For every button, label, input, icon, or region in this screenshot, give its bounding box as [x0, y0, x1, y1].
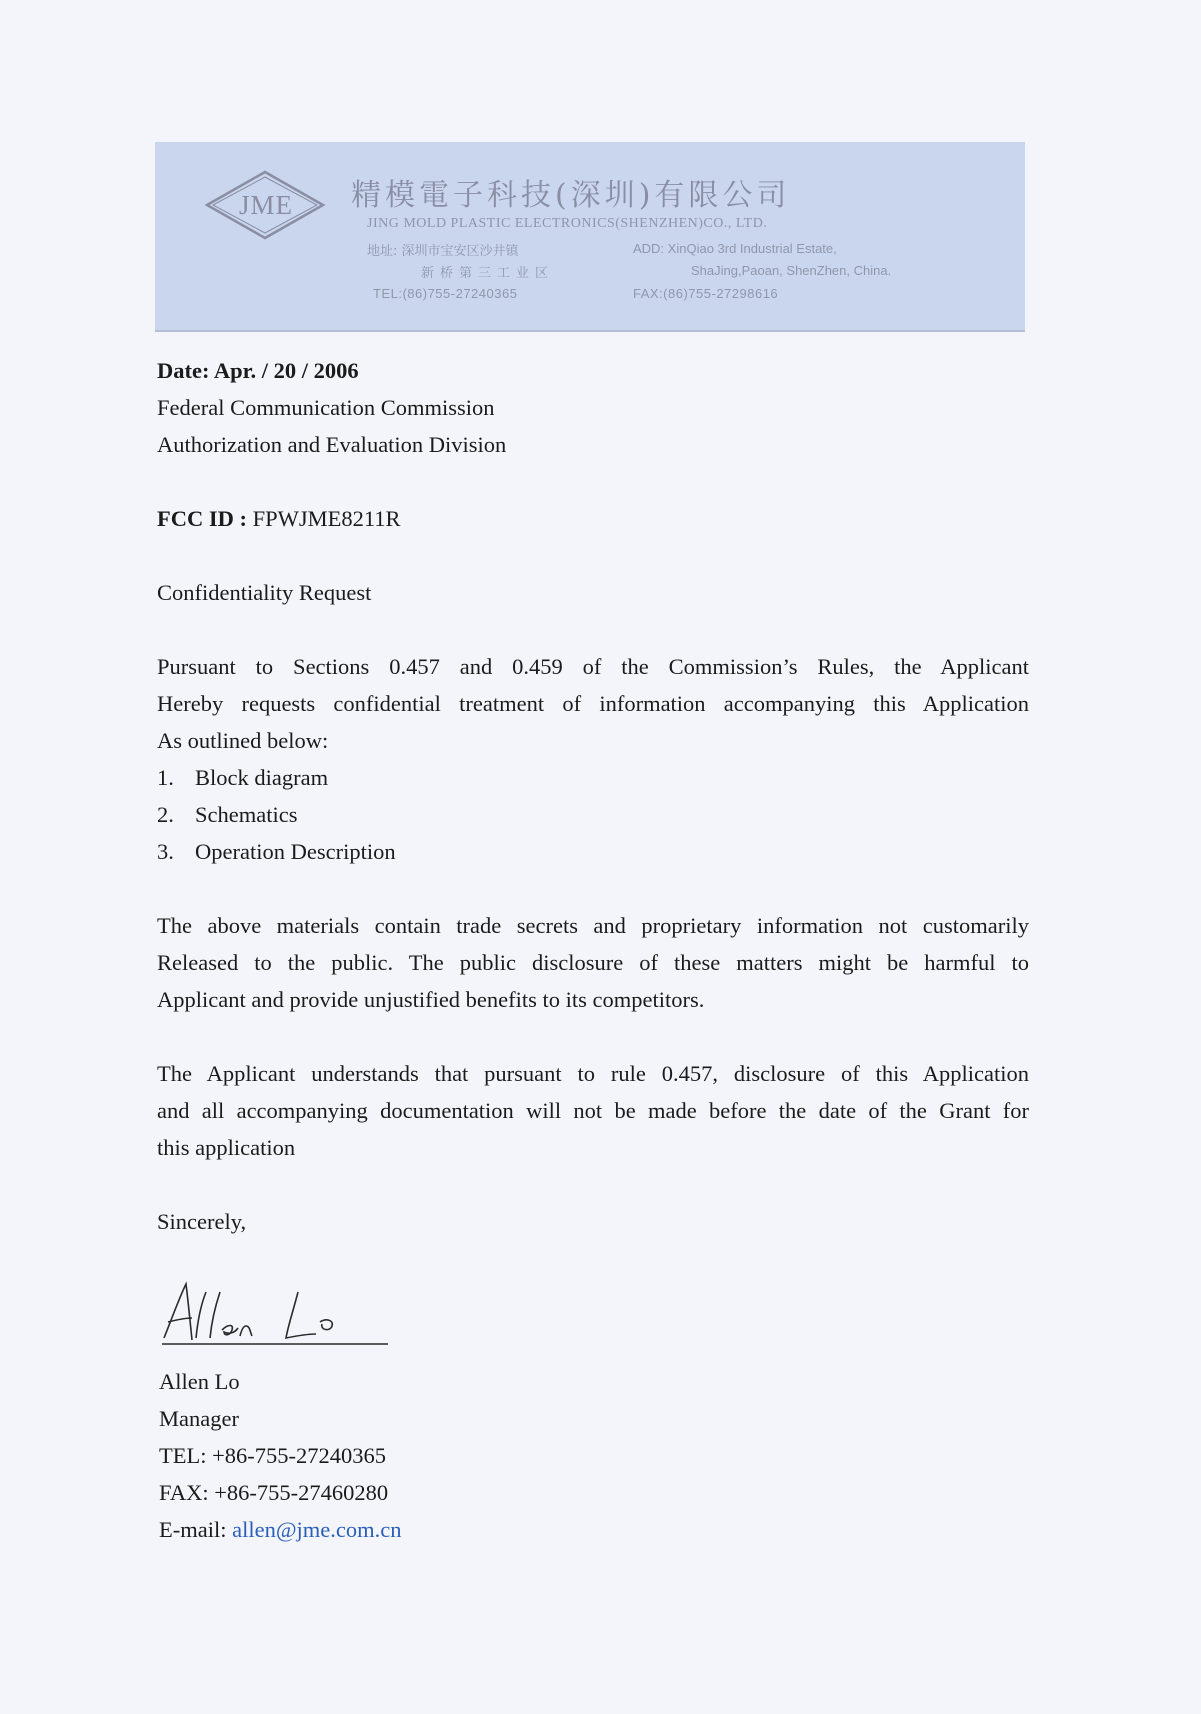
email-label: E-mail: [159, 1517, 233, 1542]
spacer [157, 463, 1029, 500]
signatory-name: Allen Lo [159, 1369, 240, 1394]
para3-line2: and all accompanying documentation will not be made before the date of the Grant for [157, 1098, 1029, 1123]
closing: Sincerely, [157, 1209, 247, 1234]
address-english-line1: ADD: XinQiao 3rd Industrial Estate, [633, 241, 837, 256]
logo-text: JME [239, 190, 294, 220]
spacer [157, 870, 1029, 907]
fcc-id-value: FPWJME8211R [247, 506, 401, 531]
list-item-number: 2. [157, 802, 174, 827]
address-chinese-line2: 新桥第三工业区 [421, 266, 555, 281]
letter-date: Date: Apr. / 20 / 2006 [157, 358, 359, 383]
para1-line1: Pursuant to Sections 0.457 and 0.459 of the Commission’s Rules, the Applicant [157, 654, 1029, 679]
company-name-english: JING MOLD PLASTIC ELECTRONICS(SHENZHEN)CO., LTD. [367, 216, 768, 231]
letterhead-fax: FAX:(86)755-27298616 [633, 286, 779, 301]
letterhead-tel: TEL:(86)755-27240365 [373, 286, 518, 301]
letter-body [157, 352, 1029, 1240]
para2-line1: The above materials contain trade secrets and proprietary information not customarily [157, 913, 1029, 938]
list-item-text: Operation Description [195, 839, 396, 864]
subject: Confidentiality Request [157, 580, 372, 605]
fcc-id-line [157, 500, 1029, 537]
spacer [157, 1018, 1029, 1055]
email-link[interactable]: allen@jme.com.cn [232, 1517, 402, 1542]
company-name-chinese: 精模電子科技(深圳)有限公司 [351, 178, 791, 213]
fcc-id-label: FCC ID : [157, 506, 247, 531]
recipient-line2: Authorization and Evaluation Division [157, 432, 507, 457]
list-item-number: 3. [157, 839, 174, 864]
para3-line3: this application [157, 1135, 296, 1160]
recipient-line1: Federal Communication Commission [157, 395, 495, 420]
para1-line3: As outlined below: [157, 728, 329, 753]
para3-line1: The Applicant understands that pursuant to rule 0.457, disclosure of this Application [157, 1061, 1029, 1086]
para2-line3: Applicant and provide unjustified benefits to its competitors. [157, 987, 705, 1012]
signatory-tel: TEL: +86-755-27240365 [159, 1443, 387, 1468]
para1-line2: Hereby requests confidential treatment of information accompanying this Application [157, 691, 1029, 716]
para2-line2: Released to the public. The public disclosure of these matters might be harmful to [157, 950, 1029, 975]
signatory-block [159, 1363, 402, 1548]
list-item-text: Block diagram [195, 765, 329, 790]
signatory-fax: FAX: +86-755-27460280 [159, 1480, 389, 1505]
list-item [157, 833, 1029, 870]
list-item [157, 796, 1029, 833]
address-chinese-line1: 地址: 深圳市宝安区沙井镇 [367, 244, 519, 259]
handwritten-signature [158, 1278, 398, 1350]
address-english-line2: ShaJing,Paoan, ShenZhen, China. [691, 263, 892, 278]
spacer [157, 1166, 1029, 1203]
list-item-text: Schematics [195, 802, 298, 827]
spacer [157, 611, 1029, 648]
list-item-number: 1. [157, 765, 174, 790]
signatory-title: Manager [159, 1406, 239, 1431]
list-item [157, 759, 1029, 796]
letterhead-rule [155, 330, 1025, 332]
letterhead [155, 142, 1025, 332]
spacer [157, 537, 1029, 574]
signatory-email-line [159, 1511, 402, 1548]
